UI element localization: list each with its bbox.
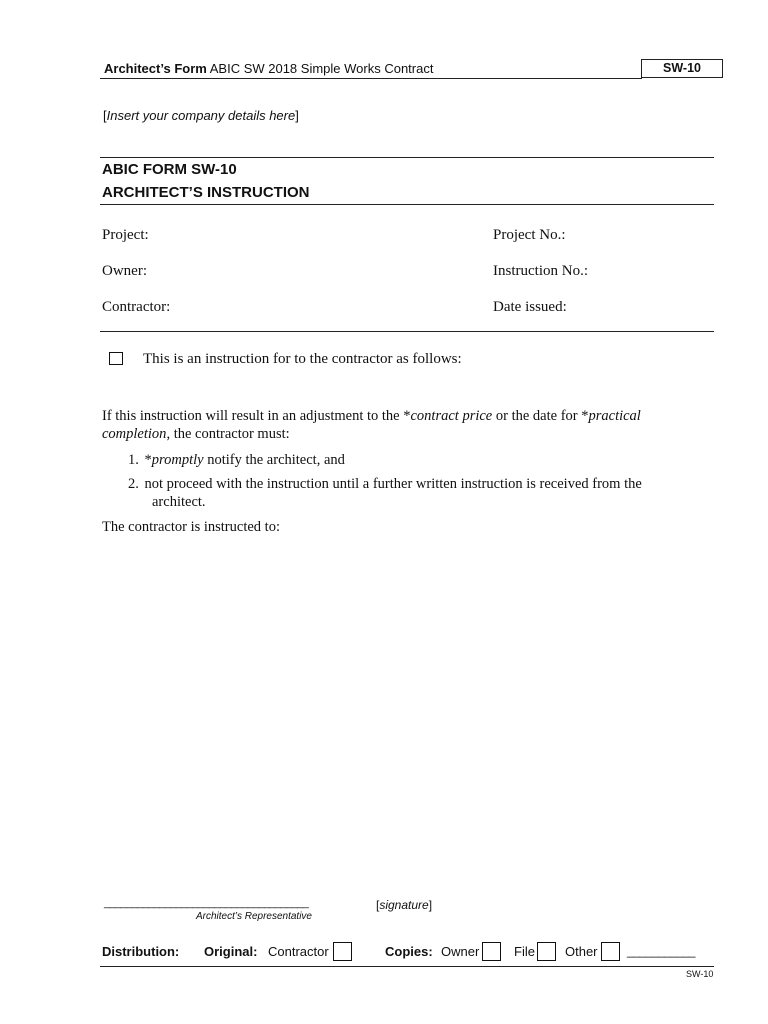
list-text-2: not proceed with the instruction until a further written instruction is received from the	[144, 476, 642, 492]
list-text-1: notify the architect, and	[203, 452, 345, 468]
list-number-2: 2.	[128, 476, 139, 492]
list-star: *	[144, 452, 152, 468]
form-label: Architect’s Form	[104, 61, 207, 76]
form-title: ABIC FORM SW-10	[102, 161, 237, 178]
contractor-copy-label: Contractor	[268, 944, 329, 959]
adjustment-text-2: or the date for *	[492, 408, 589, 424]
list-number-1: 1.	[128, 452, 139, 468]
company-details-text: Insert your company details here	[106, 108, 296, 123]
header-title	[104, 61, 433, 76]
project-label: Project:	[102, 227, 149, 243]
bracket-open: [	[103, 108, 107, 123]
instruction-no-label: Instruction No.:	[493, 263, 588, 279]
instruction-checkbox[interactable]	[109, 352, 123, 365]
architect-representative-label: Architect’s Representative	[196, 911, 312, 922]
promptly-term: promptly	[151, 452, 204, 468]
details-bottom-rule	[100, 331, 714, 332]
date-issued-label: Date issued:	[493, 299, 567, 315]
signature-line[interactable]: _____________________________________	[104, 897, 309, 909]
footer-code: SW-10	[686, 969, 714, 979]
title-top-rule	[100, 157, 714, 158]
owner-label: Owner:	[102, 263, 147, 279]
signature-label	[376, 898, 432, 912]
instruction-option-text: This is an instruction for to the contractor as follows:	[143, 351, 462, 367]
list-item-continuation: architect.	[152, 494, 206, 510]
footer-rule	[100, 966, 714, 967]
adjustment-text-3: , the contractor must:	[166, 426, 290, 442]
form-code: SW-10	[663, 61, 701, 75]
adjustment-text-1: If this instruction will result in an adjustment to the *	[102, 408, 411, 424]
company-details-placeholder[interactable]	[103, 108, 299, 123]
file-checkbox[interactable]	[537, 942, 556, 961]
form-subtitle: ARCHITECT’S INSTRUCTION	[102, 184, 310, 201]
contract-title: ABIC SW 2018 Simple Works Contract	[209, 61, 434, 76]
project-no-label: Project No.:	[493, 227, 566, 243]
other-checkbox[interactable]	[601, 942, 620, 961]
instructed-to-label: The contractor is instructed to:	[102, 519, 280, 535]
signature-text: signature	[379, 898, 429, 912]
copies-label: Copies:	[385, 944, 433, 959]
list-item	[128, 451, 345, 469]
completion-term: completion	[102, 426, 167, 442]
practical-term: practical	[588, 408, 641, 424]
contractor-label: Contractor:	[102, 299, 171, 315]
form-code-box	[641, 59, 723, 78]
other-copy-label: Other	[565, 944, 598, 959]
owner-checkbox[interactable]	[482, 942, 501, 961]
contractor-checkbox[interactable]	[333, 942, 352, 961]
original-label: Original:	[204, 944, 258, 959]
owner-copy-label: Owner	[441, 944, 480, 959]
header-underline	[100, 78, 642, 79]
bracket-close: ]	[428, 898, 433, 912]
title-bottom-rule	[100, 204, 714, 205]
other-blank-line[interactable]: ___________	[627, 944, 695, 958]
distribution-label: Distribution:	[102, 944, 180, 959]
file-copy-label: File	[514, 944, 535, 959]
contract-price-term: contract price	[410, 408, 493, 424]
bracket-close: ]	[295, 108, 299, 123]
list-item	[128, 475, 642, 493]
bracket-open: [	[376, 898, 380, 912]
adjustment-paragraph	[102, 407, 702, 443]
